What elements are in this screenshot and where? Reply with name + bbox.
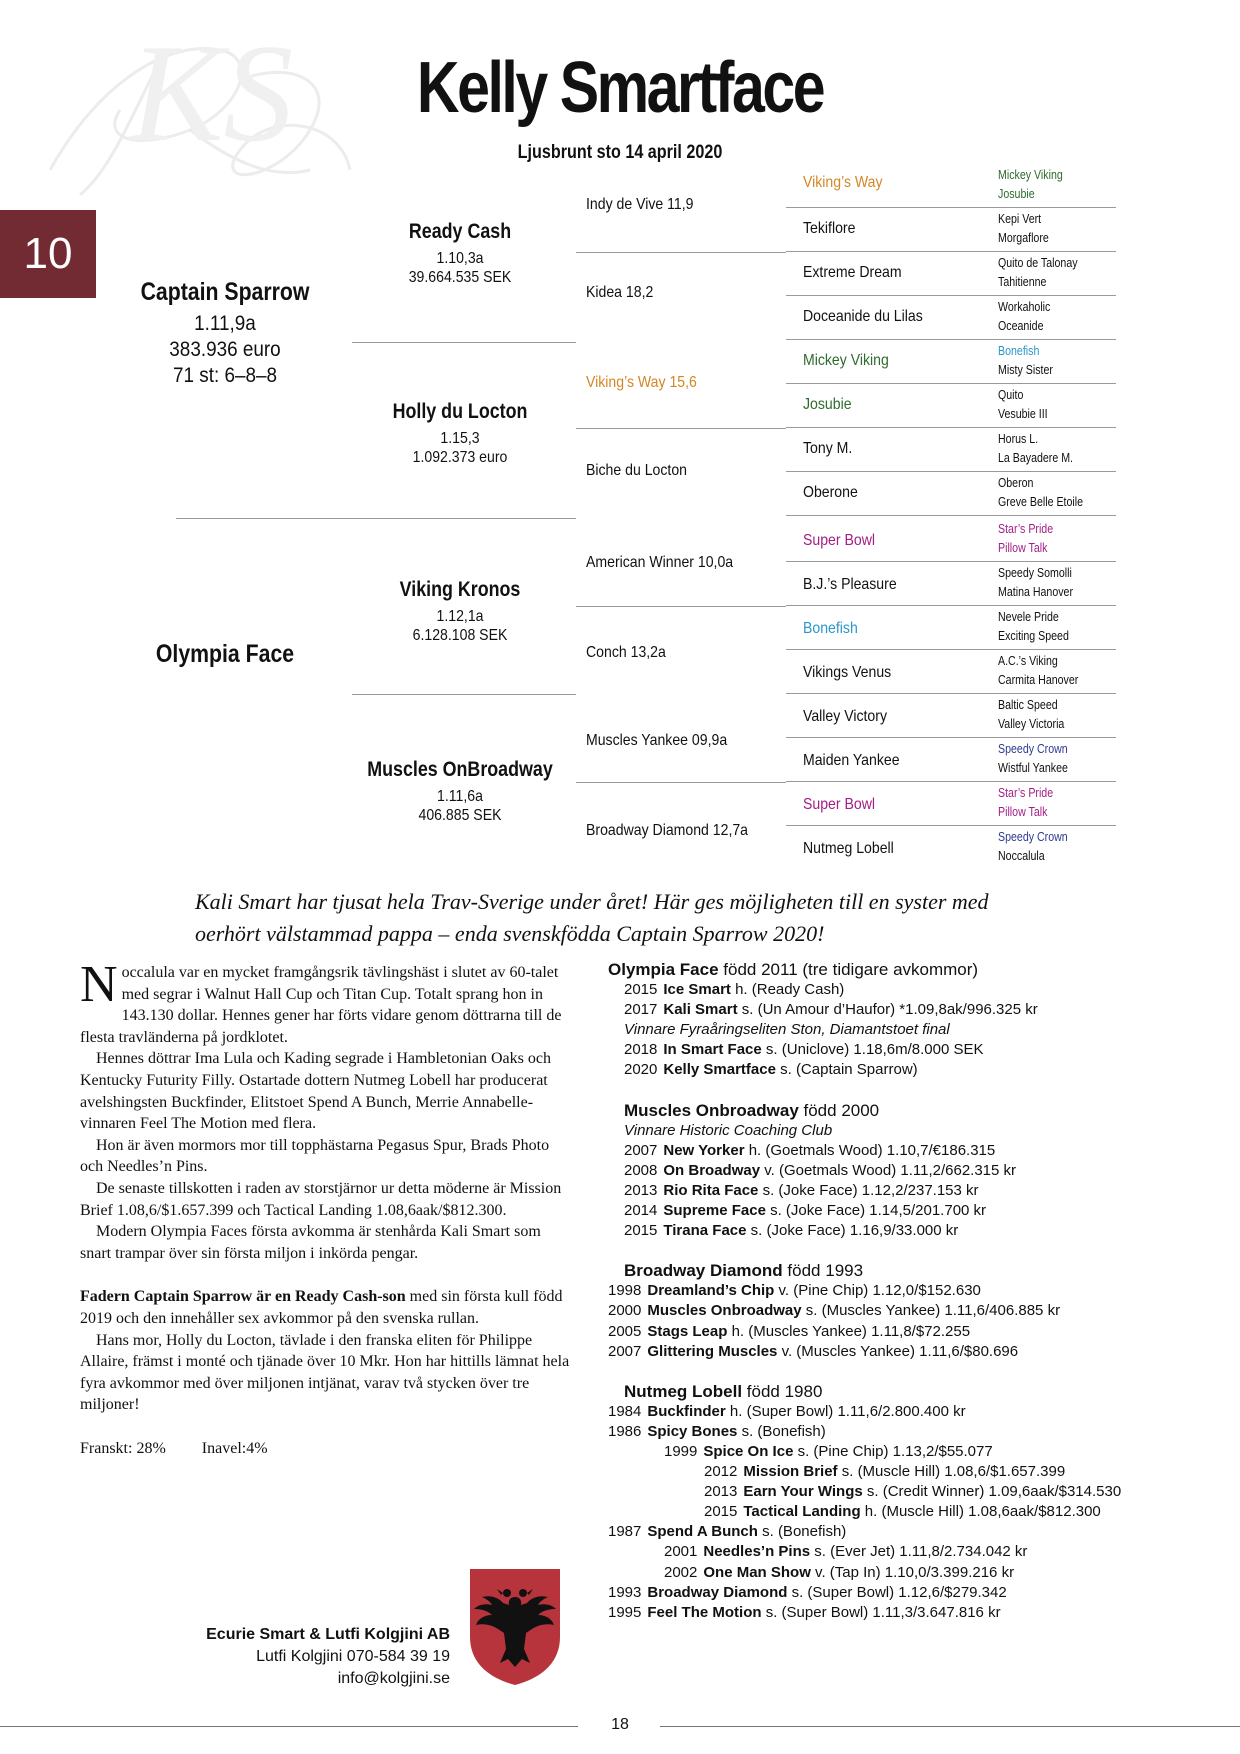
offspring-name: Needles’n Pins — [703, 1543, 811, 1561]
gen2-name: Muscles OnBroadway — [367, 758, 553, 781]
sire-earnings: 383.936 euro — [169, 338, 281, 361]
pedigree-divider-gen4 — [786, 427, 1116, 428]
offspring-name: Supreme Face — [663, 1202, 766, 1220]
offspring-name: Kali Smart — [663, 1001, 738, 1019]
quote-line: oerhört välstammad pappa – enda svenskfödda Captain Sparrow 2020! — [195, 921, 825, 946]
gen4-name: Viking’s Way — [803, 174, 883, 191]
offspring-row — [608, 1322, 1208, 1342]
gen3-name: Muscles Yankee 09,9a — [586, 732, 728, 749]
offspring-name: Muscles Onbroadway — [647, 1302, 802, 1320]
gen5-name: Tahitienne — [998, 275, 1047, 289]
pedigree-divider-gen4 — [786, 295, 1116, 296]
gen4-name: Nutmeg Lobell — [803, 840, 894, 857]
offspring-details: h. (Ready Cash) — [730, 981, 845, 999]
offspring-name: Spice On Ice — [703, 1442, 794, 1460]
offspring-name: Mission Brief — [743, 1463, 838, 1481]
offspring-note: Vinnare Historic Coaching Club — [624, 1121, 833, 1139]
svg-text:KS: KS — [130, 20, 294, 171]
gen4-name: Tekiflore — [803, 220, 856, 237]
offspring-block — [608, 1382, 1208, 1623]
offspring-dam-heading — [608, 1101, 1208, 1121]
gen5-name: Pillow Talk — [998, 805, 1048, 819]
gen5-name: La Bayadere M. — [998, 451, 1074, 465]
offspring-row — [608, 1583, 1208, 1603]
gen5-name: Matina Hanover — [998, 585, 1074, 599]
offspring-dam-heading — [608, 960, 1208, 980]
gen4-name: B.J.’s Pleasure — [803, 576, 897, 593]
offspring-row — [608, 1020, 1208, 1040]
gen3-name: Kidea 18,2 — [586, 284, 654, 301]
french-percentage: Franskt: 28% — [80, 1439, 166, 1457]
offspring-year: 1998 — [608, 1282, 642, 1300]
pedigree-divider-gen4 — [786, 825, 1116, 826]
gen5-pair — [998, 652, 1078, 690]
dam-name: Olympia Face — [155, 640, 295, 668]
offspring-year: 1984 — [608, 1402, 642, 1420]
pedigree-divider-gen4 — [786, 207, 1116, 208]
pedigree-divider-gen3 — [576, 252, 786, 253]
story-paragraph: Hans mor, Holly du Locton, tävlade i den franska eliten för Philippe Allaire, främst i monté och tjänade över 10 Mkr. Hon har hittills lämnat hela fyra avkommor med över miljonen intjänat, varav två stycken över tre miljoner! — [80, 1331, 570, 1414]
offspring-name: Tirana Face — [663, 1222, 747, 1240]
offspring-row — [608, 1542, 1208, 1562]
offspring-details: s. (Captain Sparrow) — [775, 1061, 918, 1079]
gen2-block — [350, 220, 570, 287]
pedigree-divider-gen4 — [786, 605, 1116, 606]
pedigree-divider-gen4 — [786, 693, 1116, 694]
offspring-name: One Man Show — [703, 1563, 811, 1581]
offspring-row — [608, 1442, 1208, 1462]
offspring-details: s. (Joke Face) 1.16,9/33.000 kr — [746, 1222, 959, 1240]
offspring-details: h. (Muscles Yankee) 1.11,8/$72.255 — [727, 1322, 971, 1340]
gen5-pair — [998, 696, 1064, 734]
offspring-details: v. (Goetmals Wood) 1.11,2/662.315 kr — [760, 1161, 1017, 1179]
pedigree-divider-gen4 — [786, 561, 1116, 562]
footer-rule-left — [0, 1726, 578, 1727]
offspring-row — [608, 1000, 1208, 1020]
gen4-name: Tony M. — [803, 440, 853, 457]
offspring-year: 2012 — [704, 1463, 738, 1481]
offspring-block — [608, 1101, 1208, 1242]
offspring-name: Dreamland’s Chip — [647, 1282, 775, 1300]
offspring-details: s. (Uniclove) 1.18,6m/8.000 SEK — [761, 1041, 984, 1059]
gen5-name: A.C.’s Viking — [998, 654, 1058, 668]
offspring-block — [608, 1261, 1208, 1361]
pedigree-divider-gen4 — [786, 515, 1116, 516]
seller-contact — [206, 1624, 450, 1690]
offspring-row — [608, 1301, 1208, 1321]
offspring-year: 2007 — [624, 1141, 658, 1159]
gen5-name: Speedy Crown — [998, 742, 1068, 756]
gen5-pair — [998, 784, 1053, 822]
gen5-name: Oceanide — [998, 319, 1044, 333]
gen2-record: 1.11,6a — [437, 788, 483, 805]
offspring-details: s. (Ever Jet) 1.11,8/2.734.042 kr — [810, 1543, 1028, 1561]
gen3-name: Broadway Diamond 12,7a — [586, 822, 749, 839]
offspring-note: Vinnare Fyraåringseliten Ston, Diamantstoet final — [624, 1021, 950, 1039]
offspring-column — [608, 960, 1208, 1643]
offspring-block — [608, 960, 1208, 1081]
story-paragraph: Hennes döttrar Ima Lula och Kading segrade i Hambletonian Oaks och Kentucky Futurity Filly. Ostartade dottern Nutmeg Lobell har producerat avelshingsten Buckfinder, Elitstoet Spend A Bunch, Merrie Annabelle-vinnaren Feel The Motion med flera. — [80, 1050, 551, 1133]
offspring-row — [608, 1563, 1208, 1583]
offspring-row — [608, 1121, 1208, 1141]
gen4-name: Doceanide du Lilas — [803, 308, 923, 325]
offspring-row — [608, 1342, 1208, 1362]
offspring-name: Earn Your Wings — [743, 1483, 863, 1501]
offspring-year: 1999 — [664, 1442, 698, 1460]
offspring-year: 1995 — [608, 1603, 642, 1621]
gen5-name: Kepi Vert — [998, 212, 1042, 226]
offspring-details: s. (Un Amour d’Haufor) *1.09,8ak/996.325 kr — [737, 1001, 1038, 1019]
gen5-name: Mickey Viking — [998, 168, 1063, 182]
gen3-name: Conch 13,2a — [586, 644, 666, 661]
page-title: Kelly Smartface — [416, 48, 824, 128]
offspring-name: Rio Rita Face — [663, 1181, 759, 1199]
sire-block — [100, 278, 350, 388]
offspring-year: 2005 — [608, 1322, 642, 1340]
offspring-year: 2015 — [624, 981, 658, 999]
pedigree-divider-gen4 — [786, 383, 1116, 384]
gen5-pair — [998, 564, 1073, 602]
gen2-name: Holly du Locton — [392, 400, 528, 423]
pedigree-divider-gen4 — [786, 471, 1116, 472]
offspring-year: 2013 — [704, 1483, 738, 1501]
gen5-name: Oberon — [998, 476, 1034, 490]
offspring-name: Broadway Diamond — [647, 1583, 788, 1601]
story-text: occalula var en mycket framgångsrik tävlingshäst i slutet av 60-talet med segrar i Walnut Hall Cup och Titan Cup. Totalt sprang hon in 143.130 dollar. Hennes gener har förts vidare genom döttrarna till de flesta travländerna på jordklotet. — [80, 964, 562, 1046]
offspring-details: v. (Tap In) 1.10,0/3.399.216 kr — [810, 1563, 1015, 1581]
gen5-pair — [998, 430, 1073, 468]
offspring-name: On Broadway — [663, 1161, 761, 1179]
offspring-year: 2015 — [704, 1503, 738, 1521]
gen5-name: Nevele Pride — [998, 610, 1059, 624]
offspring-year: 1986 — [608, 1422, 642, 1440]
gen2-record: 1.12,1a — [436, 608, 484, 625]
gen2-earnings: 1.092.373 euro — [412, 449, 508, 466]
gen5-pair — [998, 520, 1053, 558]
offspring-details: s. (Muscles Yankee) 1.11,6/406.885 kr — [801, 1302, 1061, 1320]
gen5-name: Star’s Pride — [998, 786, 1054, 800]
story-bold-text: Fadern Captain Sparrow är en Ready Cash-son — [80, 1288, 406, 1306]
gen5-pair — [998, 386, 1048, 424]
offspring-dam-name: Olympia Face — [608, 960, 719, 979]
offspring-name: Tactical Landing — [743, 1503, 861, 1521]
offspring-year: 2020 — [624, 1061, 658, 1079]
offspring-row — [608, 1402, 1208, 1422]
gen5-pair — [998, 254, 1078, 292]
offspring-year: 2007 — [608, 1342, 642, 1360]
offspring-name: Feel The Motion — [647, 1603, 762, 1621]
gen4-name: Bonefish — [803, 620, 858, 637]
gen5-pair — [998, 166, 1063, 204]
story-paragraph: De senaste tillskotten i raden av storstjärnor ur detta möderne är Mission Brief 1.08,6/$1.657.399 och Tactical Landing 1.08,6aak/$812.300. — [80, 1179, 562, 1219]
gen5-name: Pillow Talk — [998, 541, 1048, 555]
sire-starts: 71 st: 6–8–8 — [172, 364, 278, 387]
gen5-name: Speedy Somolli — [998, 566, 1072, 580]
gen5-pair — [998, 474, 1083, 512]
offspring-year: 2008 — [624, 1161, 658, 1179]
gen5-name: Star’s Pride — [998, 522, 1054, 536]
offspring-year: 2013 — [624, 1181, 658, 1199]
pedigree-divider-gen4 — [786, 781, 1116, 782]
offspring-row — [608, 1040, 1208, 1060]
footer-rule-right — [660, 1726, 1240, 1727]
offspring-dam-born: född 2000 — [798, 1100, 880, 1120]
double-headed-eagle-icon — [468, 1567, 562, 1687]
inbreeding-percentage: Inavel:4% — [201, 1439, 268, 1457]
gen3-name: Indy de Vive 11,9 — [586, 196, 694, 213]
gen5-name: Bonefish — [998, 344, 1040, 358]
offspring-name: Spicy Bones — [647, 1422, 738, 1440]
offspring-year: 2014 — [624, 1202, 658, 1220]
offspring-row — [608, 1281, 1208, 1301]
story-paragraph: Hon är även mormors mor till topphästarna Pegasus Spur, Brads Photo och Needles’n Pins. — [80, 1136, 550, 1176]
offspring-details: s. (Super Bowl) 1.11,3/3.647.816 kr — [761, 1603, 1001, 1621]
offspring-row — [608, 1422, 1208, 1442]
gen2-earnings: 406.885 SEK — [418, 807, 502, 824]
offspring-year: 2001 — [664, 1543, 698, 1561]
gen5-name: Quito de Talonay — [998, 256, 1078, 270]
gen4-name: Vikings Venus — [803, 664, 892, 681]
offspring-row — [608, 1482, 1208, 1502]
offspring-row — [608, 1060, 1208, 1080]
gen5-name: Carmita Hanover — [998, 673, 1079, 687]
pedigree-divider-gen2 — [352, 694, 576, 695]
gen2-earnings: 6.128.108 SEK — [412, 627, 508, 644]
offspring-year: 2017 — [624, 1001, 658, 1019]
gen2-block — [350, 400, 570, 467]
gen3-name: Biche du Locton — [586, 462, 687, 479]
highlight-quote — [195, 886, 1055, 950]
offspring-name: Ice Smart — [663, 981, 731, 999]
offspring-details: s. (Joke Face) 1.14,5/201.700 kr — [765, 1202, 987, 1220]
page-subtitle: Ljusbrunt sto 14 april 2020 — [517, 142, 723, 163]
seller-email[interactable]: info@kolgjini.se — [337, 1670, 450, 1687]
offspring-dam-name: Muscles Onbroadway — [624, 1100, 799, 1120]
offspring-details: s. (Super Bowl) 1.12,6/$279.342 — [787, 1583, 1007, 1601]
gen5-pair — [998, 608, 1069, 646]
gen4-name: Mickey Viking — [803, 352, 889, 369]
gen2-earnings: 39.664.535 SEK — [408, 269, 512, 286]
offspring-year: 2015 — [624, 1222, 658, 1240]
gen4-name: Super Bowl — [803, 796, 876, 813]
gen2-block — [350, 758, 570, 825]
pedigree-divider-gen1 — [176, 518, 576, 519]
offspring-row — [608, 1181, 1208, 1201]
offspring-year: 1987 — [608, 1523, 642, 1541]
gen2-block — [350, 578, 570, 645]
gen5-pair — [998, 342, 1053, 380]
gen5-name: Morgaflore — [998, 231, 1049, 245]
gen5-pair — [998, 210, 1049, 248]
drop-cap: N — [80, 956, 118, 1013]
offspring-dam-heading — [608, 1261, 1208, 1281]
gen4-name: Josubie — [803, 396, 852, 413]
offspring-details: s. (Credit Winner) 1.09,6aak/$314.530 — [862, 1483, 1122, 1501]
offspring-row — [608, 1502, 1208, 1522]
offspring-row — [608, 1201, 1208, 1221]
offspring-details: v. (Muscles Yankee) 1.11,6/$80.696 — [777, 1342, 1019, 1360]
offspring-row — [608, 1522, 1208, 1542]
pedigree-divider-gen3 — [576, 606, 786, 607]
gen2-name: Viking Kronos — [399, 578, 521, 601]
gen2-name: Ready Cash — [408, 220, 512, 243]
offspring-details: s. (Pine Chip) 1.13,2/$55.077 — [793, 1442, 993, 1460]
gen4-name: Oberone — [803, 484, 858, 501]
gen5-name: Wistful Yankee — [998, 761, 1068, 775]
gen4-name: Super Bowl — [803, 532, 876, 549]
stats-line — [80, 1438, 572, 1460]
offspring-details: h. (Muscle Hill) 1.08,6aak/$812.300 — [860, 1503, 1101, 1521]
offspring-year: 1993 — [608, 1583, 642, 1601]
page-number: 18 — [611, 1716, 629, 1733]
offspring-details: h. (Super Bowl) 1.11,6/2.800.400 kr — [725, 1402, 966, 1420]
story-paragraph: Modern Olympia Faces första avkomma är stenhårda Kali Smart som snart trampar över sin första miljon i inkörda pengar. — [80, 1223, 541, 1262]
story-column — [80, 956, 572, 1459]
pedigree-divider-gen4 — [786, 339, 1116, 340]
offspring-dam-born: född 1980 — [742, 1381, 823, 1401]
pedigree-divider-gen3 — [576, 782, 786, 783]
gen2-record: 1.10,3a — [436, 250, 484, 267]
seller-phone: Lutfi Kolgjini 070-584 39 19 — [256, 1648, 450, 1665]
offspring-year: 2000 — [608, 1302, 642, 1320]
offspring-name: In Smart Face — [663, 1041, 762, 1059]
gen5-name: Exciting Speed — [998, 629, 1069, 643]
gen4-name: Extreme Dream — [803, 264, 902, 281]
dam-block — [100, 640, 350, 669]
gen3-name: American Winner 10,0a — [586, 554, 734, 571]
gen5-name: Horus L. — [998, 432, 1039, 446]
gen5-name: Baltic Speed — [998, 698, 1058, 712]
offspring-name: New Yorker — [663, 1141, 745, 1159]
gen5-name: Workaholic — [998, 300, 1051, 314]
catalog-number-badge: 10 — [0, 210, 96, 298]
gen5-name: Quito — [998, 388, 1024, 402]
offspring-year: 2018 — [624, 1041, 658, 1059]
gen5-name: Noccalula — [998, 849, 1045, 863]
story-paragraph — [80, 956, 572, 1048]
pedigree-divider-gen3 — [576, 428, 786, 429]
gen5-name: Greve Belle Etoile — [998, 495, 1084, 509]
offspring-name: Kelly Smartface — [663, 1061, 776, 1079]
gen5-name: Misty Sister — [998, 363, 1053, 377]
gen4-name: Maiden Yankee — [803, 752, 900, 769]
offspring-name: Spend A Bunch — [647, 1523, 758, 1541]
offspring-row — [608, 1462, 1208, 1482]
seller-company: Ecurie Smart & Lutfi Kolgjini AB — [206, 1626, 450, 1643]
offspring-dam-heading — [608, 1382, 1208, 1402]
offspring-name: Buckfinder — [647, 1402, 726, 1420]
gen3-name: Viking’s Way 15,6 — [586, 374, 697, 391]
offspring-details: v. (Pine Chip) 1.12,0/$152.630 — [774, 1282, 981, 1300]
offspring-details: s. (Bonefish) — [757, 1523, 847, 1541]
story-text: med sin första kull född 2019 och den innehåller sex avkommor på den svenska rullan. — [80, 1288, 563, 1327]
pedigree-divider-gen4 — [786, 737, 1116, 738]
offspring-name: Stags Leap — [647, 1322, 728, 1340]
gen4-name: Valley Victory — [803, 708, 887, 725]
offspring-row — [608, 1603, 1208, 1623]
story-paragraph — [80, 1286, 572, 1329]
gen2-record: 1.15,3 — [440, 430, 480, 447]
gen5-name: Speedy Crown — [998, 830, 1068, 844]
offspring-row — [608, 980, 1208, 1000]
offspring-name: Glittering Muscles — [647, 1342, 778, 1360]
pedigree-divider-gen2 — [352, 342, 576, 343]
pedigree-divider-gen4 — [786, 649, 1116, 650]
gen5-pair — [998, 828, 1068, 866]
gen5-pair — [998, 740, 1068, 778]
offspring-row — [608, 1161, 1208, 1181]
offspring-dam-name: Broadway Diamond — [624, 1261, 783, 1281]
offspring-dam-born: född 1993 — [782, 1261, 864, 1281]
sire-record: 1.11,9a — [194, 312, 256, 335]
offspring-dam-name: Nutmeg Lobell — [624, 1381, 743, 1401]
gen5-name: Vesubie III — [998, 407, 1048, 421]
offspring-row — [608, 1221, 1208, 1241]
offspring-row — [608, 1141, 1208, 1161]
offspring-dam-born: född 2011 (tre tidigare avkommor) — [718, 960, 979, 979]
gen5-name: Josubie — [998, 187, 1035, 201]
offspring-year: 2002 — [664, 1563, 698, 1581]
offspring-details: s. (Muscle Hill) 1.08,6/$1.657.399 — [837, 1463, 1066, 1481]
quote-line: Kali Smart har tjusat hela Trav-Sverige under året! Här ges möjligheten till en syster med — [195, 889, 989, 914]
offspring-details: s. (Joke Face) 1.12,2/237.153 kr — [758, 1181, 979, 1199]
pedigree-divider-gen4 — [786, 251, 1116, 252]
gen5-pair — [998, 298, 1050, 336]
offspring-details: h. (Goetmals Wood) 1.10,7/€186.315 — [744, 1141, 996, 1159]
sire-name: Captain Sparrow — [140, 278, 310, 306]
offspring-details: s. (Bonefish) — [737, 1422, 826, 1440]
gen5-name: Valley Victoria — [998, 717, 1065, 731]
